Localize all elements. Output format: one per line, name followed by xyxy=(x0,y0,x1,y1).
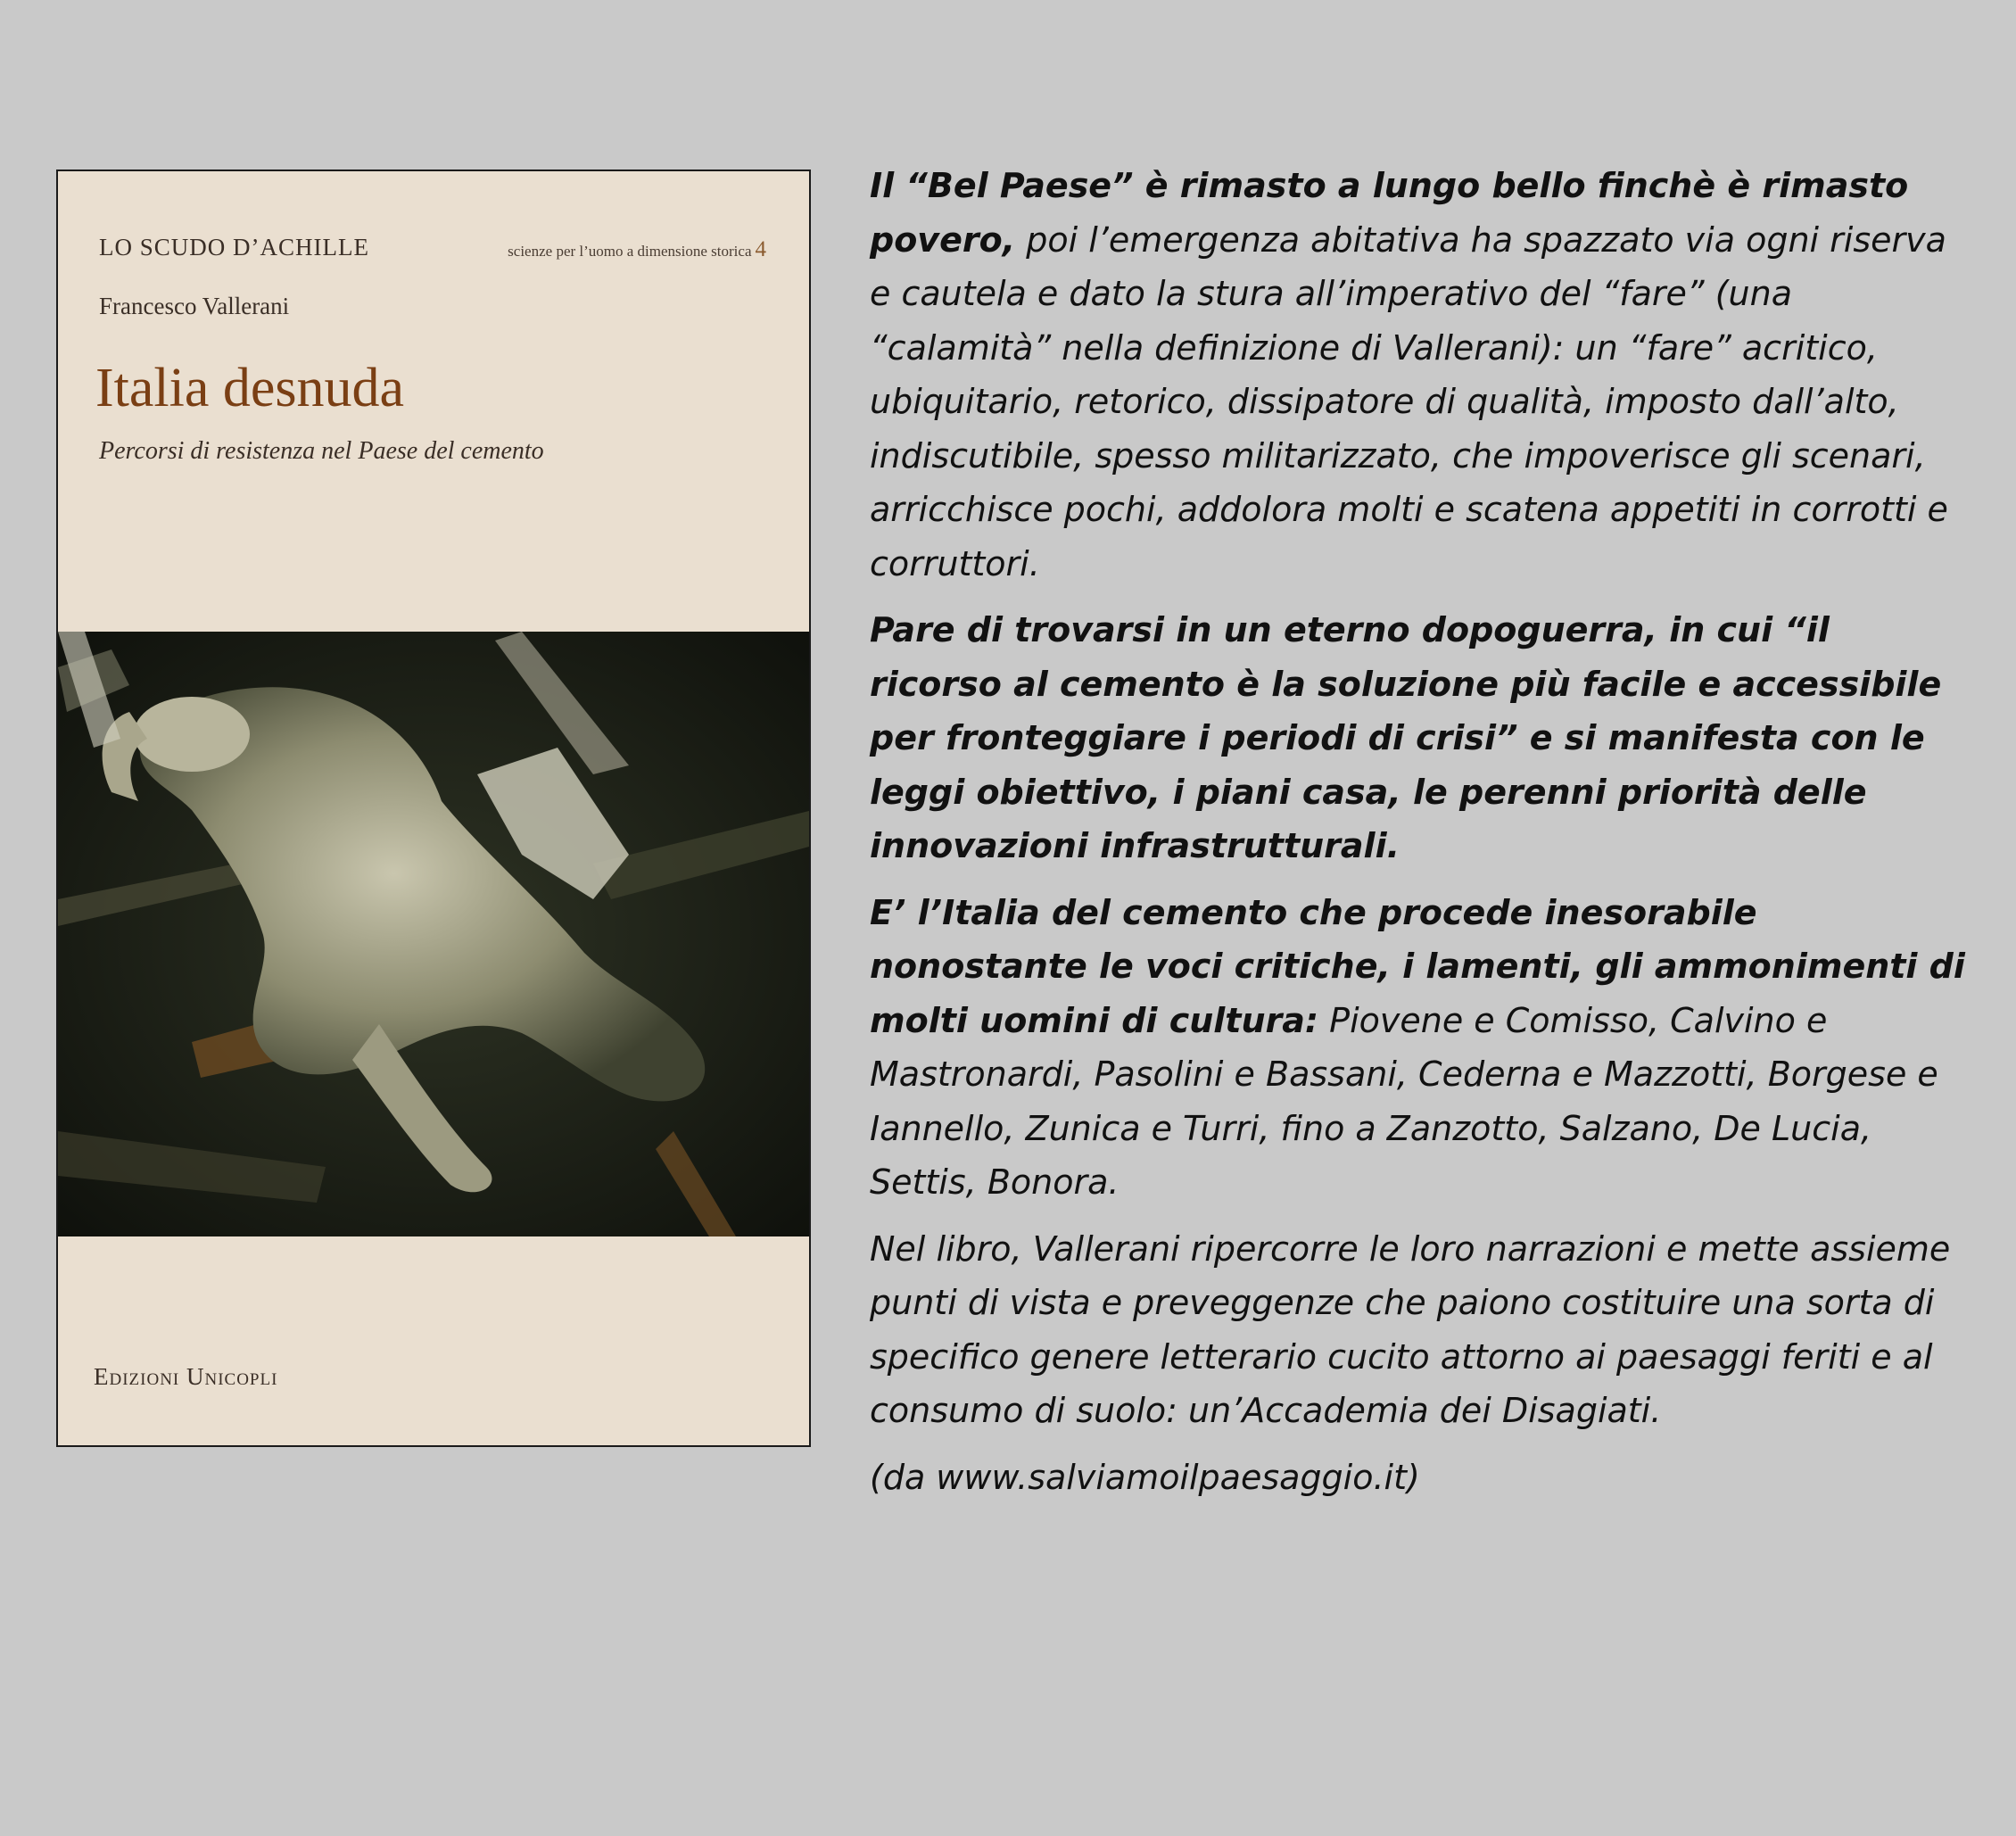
cover-title: Italia desnuda xyxy=(95,358,405,418)
cover-series: LO SCUDO D’ACHILLE xyxy=(99,234,369,261)
paragraph-1 xyxy=(870,159,1967,591)
paragraph-2 xyxy=(870,603,1967,873)
paragraph-1-bold: Il “Bel Paese” è rimasto a lungo bello finchè è rimasto povero, xyxy=(870,166,1909,260)
cover-publisher: Edizioni Unicopli xyxy=(94,1363,278,1390)
cover-author: Francesco Vallerani xyxy=(99,293,290,319)
paragraph-3-bold: E’ l’Italia del cemento che procede inesorabile nonostante le voci critiche, i lamenti, gli ammonimenti di molti uomini di cultura: xyxy=(870,892,1965,1040)
cover-series-number: 4 xyxy=(755,237,766,261)
cover-series-subtitle-text: scienze per l’uomo a dimensione storica xyxy=(508,243,752,260)
cover-series-subtitle xyxy=(508,237,766,262)
article-text xyxy=(870,159,1967,1517)
paragraph-2-bold: Pare di trovarsi in un eterno dopoguerra, in cui “il ricorso al cemento è la soluzione più facile e accessibile per fronteggiare i periodi di crisi” e si manifesta con le leggi obiettivo, i piani casa, le perenni priorità delle innovazioni infrastrutturali. xyxy=(870,610,1942,865)
paragraph-3 xyxy=(870,886,1967,1210)
paragraph-3-text: Piovene e Comisso, Calvino e Mastronardi, Pasolini e Bassani, Cederna e Mazzotti, Borgese e Iannello, Zunica e Turri, fino a Zanzotto, Salzano, De Lucia, Settis, Bonora. xyxy=(870,1000,1938,1202)
reclining-figure-painting xyxy=(58,632,811,1236)
cover-artwork xyxy=(58,632,811,1236)
paragraph-1-text: poi l’emergenza abitativa ha spazzato via ogni riserva e cautela e dato la stura all’imperativo del “fare” (una “calamità” nella definizione di Vallerani): un “fare” acritico, ubiquitario, retorico, dissipatore di qualità, imposto dall’alto, indiscutibile, spesso militarizzato, che impoverisce gli scenari, arricchisce pochi, addolora molti e scatena appetiti in corrotti e corruttori. xyxy=(870,219,1948,583)
cover-subtitle: Percorsi di resistenza nel Paese del cemento xyxy=(99,437,544,465)
source-citation: (da www.salviamoilpaesaggio.it) xyxy=(870,1457,1420,1497)
paragraph-4: Nel libro, Vallerani ripercorre le loro narrazioni e mette assieme punti di vista e preveggenze che paiono costituire una sorta di specifico genere letterario cucito attorno ai paesaggi feriti e al consumo di suolo: un’Accademia dei Disagiati. xyxy=(870,1228,1951,1430)
book-cover xyxy=(56,170,811,1447)
